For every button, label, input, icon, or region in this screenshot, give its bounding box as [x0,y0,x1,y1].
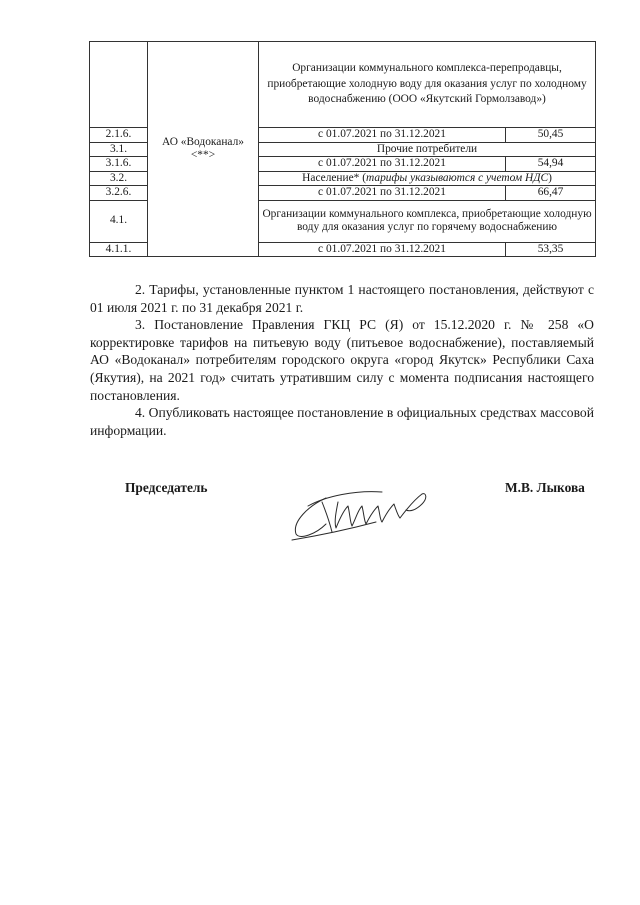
category-heading: Организации коммунального комплекса, приобретающие холодную воду для оказания услуг по горячему водоснабжению [259,200,596,242]
row-number: 4.1. [90,200,148,242]
tariff-value: 53,35 [506,242,596,257]
tariff-period: с 01.07.2021 по 31.12.2021 [259,186,506,201]
category-heading [259,171,596,186]
tariff-period: с 01.07.2021 по 31.12.2021 [259,157,506,172]
paragraph-4: 4. Опубликовать настоящее постановление в официальных средствах массовой информации. [90,405,594,438]
category-heading: Прочие потребители [259,142,596,157]
tariff-value: 54,94 [506,157,596,172]
row-number: 3.2. [90,171,148,186]
resolution-paragraphs [90,281,594,439]
tariff-value: 50,45 [506,128,596,143]
organization-mark: <**> [190,149,216,161]
category-heading: Организации коммунального комплекса-перепродавцы, приобретающие холодную воду для оказания услуг по холодному водоснабжению (ООО «Якутский Гормолзавод») [259,42,596,128]
tariff-value: 66,47 [506,186,596,201]
paragraph-3: 3. Постановление Правления ГКЦ РС (Я) от 15.12.2020 г. № 258 «О корректировке тарифов на питьевую воду (питьевое водоснабжение), поставляемый АО «Водоканал» потребителям городского округа «город Якутск» Республики Саха (Якутия), на 2021 год» считать утратившим силу с момента подписания настоящего постановления. [90,317,594,403]
tariff-table [89,41,596,257]
organization-name: АО «Водоканал» [162,135,244,148]
row-number: 3.2.6. [90,186,148,201]
row-number: 3.1. [90,142,148,157]
category-label-end: ) [548,171,552,184]
row-number: 2.1.6. [90,128,148,143]
row-number [90,42,148,128]
handwritten-signature [286,484,446,544]
category-label: Население* ( [302,171,367,184]
table-row [90,42,596,128]
vat-note: тарифы указываются с учетом НДС [366,171,549,184]
tariff-period: с 01.07.2021 по 31.12.2021 [259,242,506,257]
organization-cell [148,42,259,257]
signatory-title: Председатель [125,480,208,495]
row-number: 3.1.6. [90,157,148,172]
paragraph-2: 2. Тарифы, установленные пунктом 1 настоящего постановления, действуют с 01 июля 2021 г. по 31 декабря 2021 г. [90,282,594,315]
signatory-name: М.В. Лыкова [505,480,585,495]
row-number: 4.1.1. [90,242,148,257]
tariff-period: с 01.07.2021 по 31.12.2021 [259,128,506,143]
